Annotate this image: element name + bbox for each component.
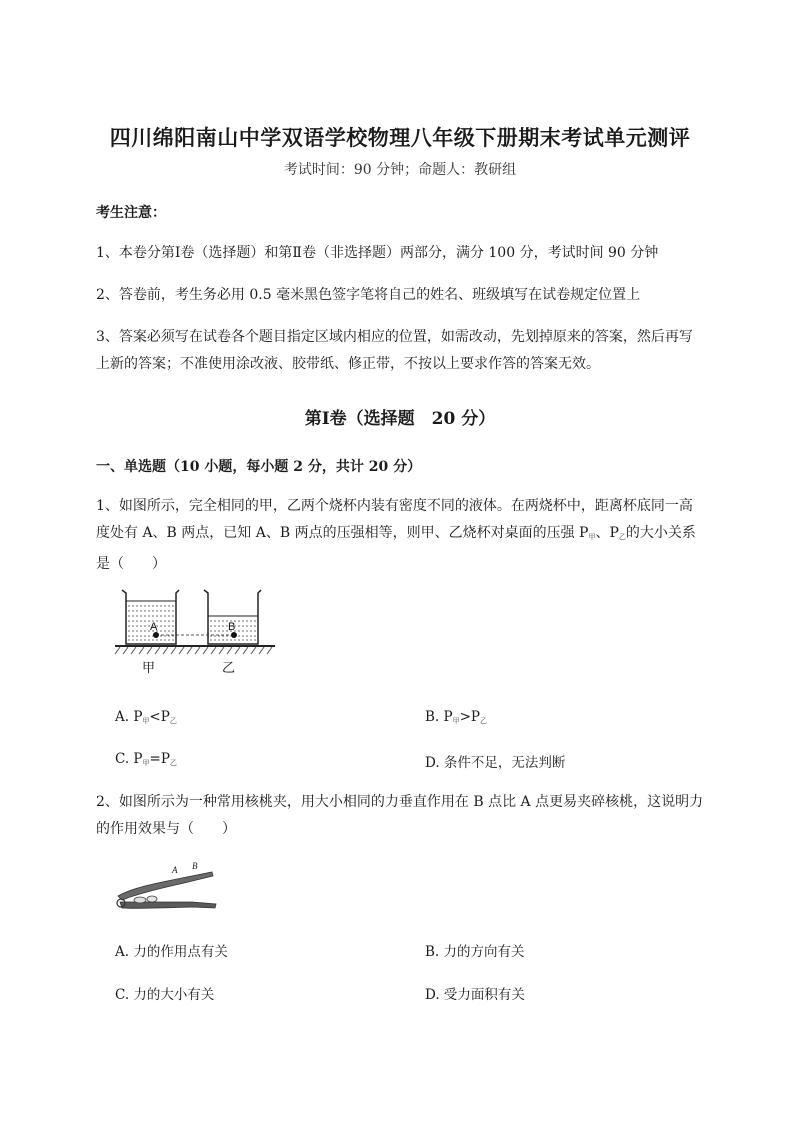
subscript: 甲: [142, 759, 150, 767]
point-a-label: A: [150, 621, 158, 633]
subscript: 乙: [618, 533, 626, 541]
question-2-option-d[interactable]: D. 受力面积有关: [425, 987, 525, 1003]
notice-item-2: 2、答卷前，考生务必用 0.5 毫米黑色签字笔将自己的姓名、班级填写在试卷规定位置上: [96, 287, 641, 303]
question-1-stem-end: 的大小关系是（ ）: [96, 525, 696, 572]
question-2-stem: 2、如图所示为一种常用核桃夹，用大小相同的力垂直作用在 B 点比 A 点更易夹碎核桃，这说明力的作用效果与（ ）: [96, 794, 704, 837]
option-text: A. P: [115, 709, 143, 725]
question-1-option-a[interactable]: [115, 709, 177, 726]
subscript: 甲: [588, 533, 596, 541]
beakers-figure: [112, 584, 282, 684]
notice-heading: 考生注意：: [96, 205, 166, 221]
point-b-label: B: [192, 861, 198, 871]
page-title: 四川绵阳南山中学双语学校物理八年级下册期末考试单元测评: [109, 125, 691, 150]
subscript: 甲: [142, 717, 150, 725]
subscript: 甲: [452, 717, 460, 725]
question-1-stem: [96, 493, 706, 578]
section-title: 第Ⅰ卷（选择题 20 分）: [304, 409, 496, 429]
option-text: <P: [149, 709, 170, 725]
question-1-stem-mid: 、P: [595, 525, 619, 541]
nutcracker-figure: [112, 858, 222, 914]
notice-item-1: 1、本卷分第Ⅰ卷（选择题）和第Ⅱ卷（非选择题）两部分，满分 100 分，考试时间 90 分钟: [96, 245, 659, 261]
subscript: 乙: [480, 717, 487, 725]
exam-info: 考试时间：90 分钟；命题人：教研组: [283, 162, 517, 178]
part-heading: 一、单选题（10 小题，每小题 2 分，共计 20 分）: [96, 459, 422, 475]
notice-item-3: 3、答案必须写在试卷各个题目指定区域内相应的位置，如需改动，先划掉原来的答案，然后再写上新的答案；不准使用涂改液、胶带纸、修正带，不按以上要求作答的答案无效。: [96, 329, 693, 372]
question-1-stem-text: 1、如图所示，完全相同的甲，乙两个烧杯内装有密度不同的液体。在两烧杯中，距离杯底同一高度处有 A、B 两点，已知 A、B 两点的压强相等，则甲、乙烧杯对桌面的压强 P: [96, 498, 693, 541]
question-1-option-b[interactable]: [425, 709, 487, 726]
beakers-diagram: [112, 584, 282, 684]
question-2-option-c[interactable]: C. 力的大小有关: [115, 987, 215, 1003]
question-2-option-a[interactable]: A. 力的作用点有关: [115, 944, 228, 960]
option-text: C. P: [115, 751, 143, 767]
question-1-option-c[interactable]: [115, 751, 177, 768]
subscript: 乙: [169, 717, 177, 725]
beaker-left-label: 甲: [142, 661, 156, 676]
nutcracker-diagram: [112, 858, 222, 914]
subscript: 乙: [169, 759, 177, 767]
point-a-label: A: [172, 865, 178, 875]
option-text: B. P: [425, 709, 453, 725]
question-1-option-d[interactable]: D. 条件不足，无法判断: [425, 755, 566, 771]
option-text: =P: [149, 751, 170, 767]
question-2-option-b[interactable]: B. 力的方向有关: [425, 944, 525, 960]
beaker-right-label: 乙: [222, 661, 236, 676]
point-b-label: B: [228, 621, 236, 633]
option-text: >P: [459, 709, 480, 725]
